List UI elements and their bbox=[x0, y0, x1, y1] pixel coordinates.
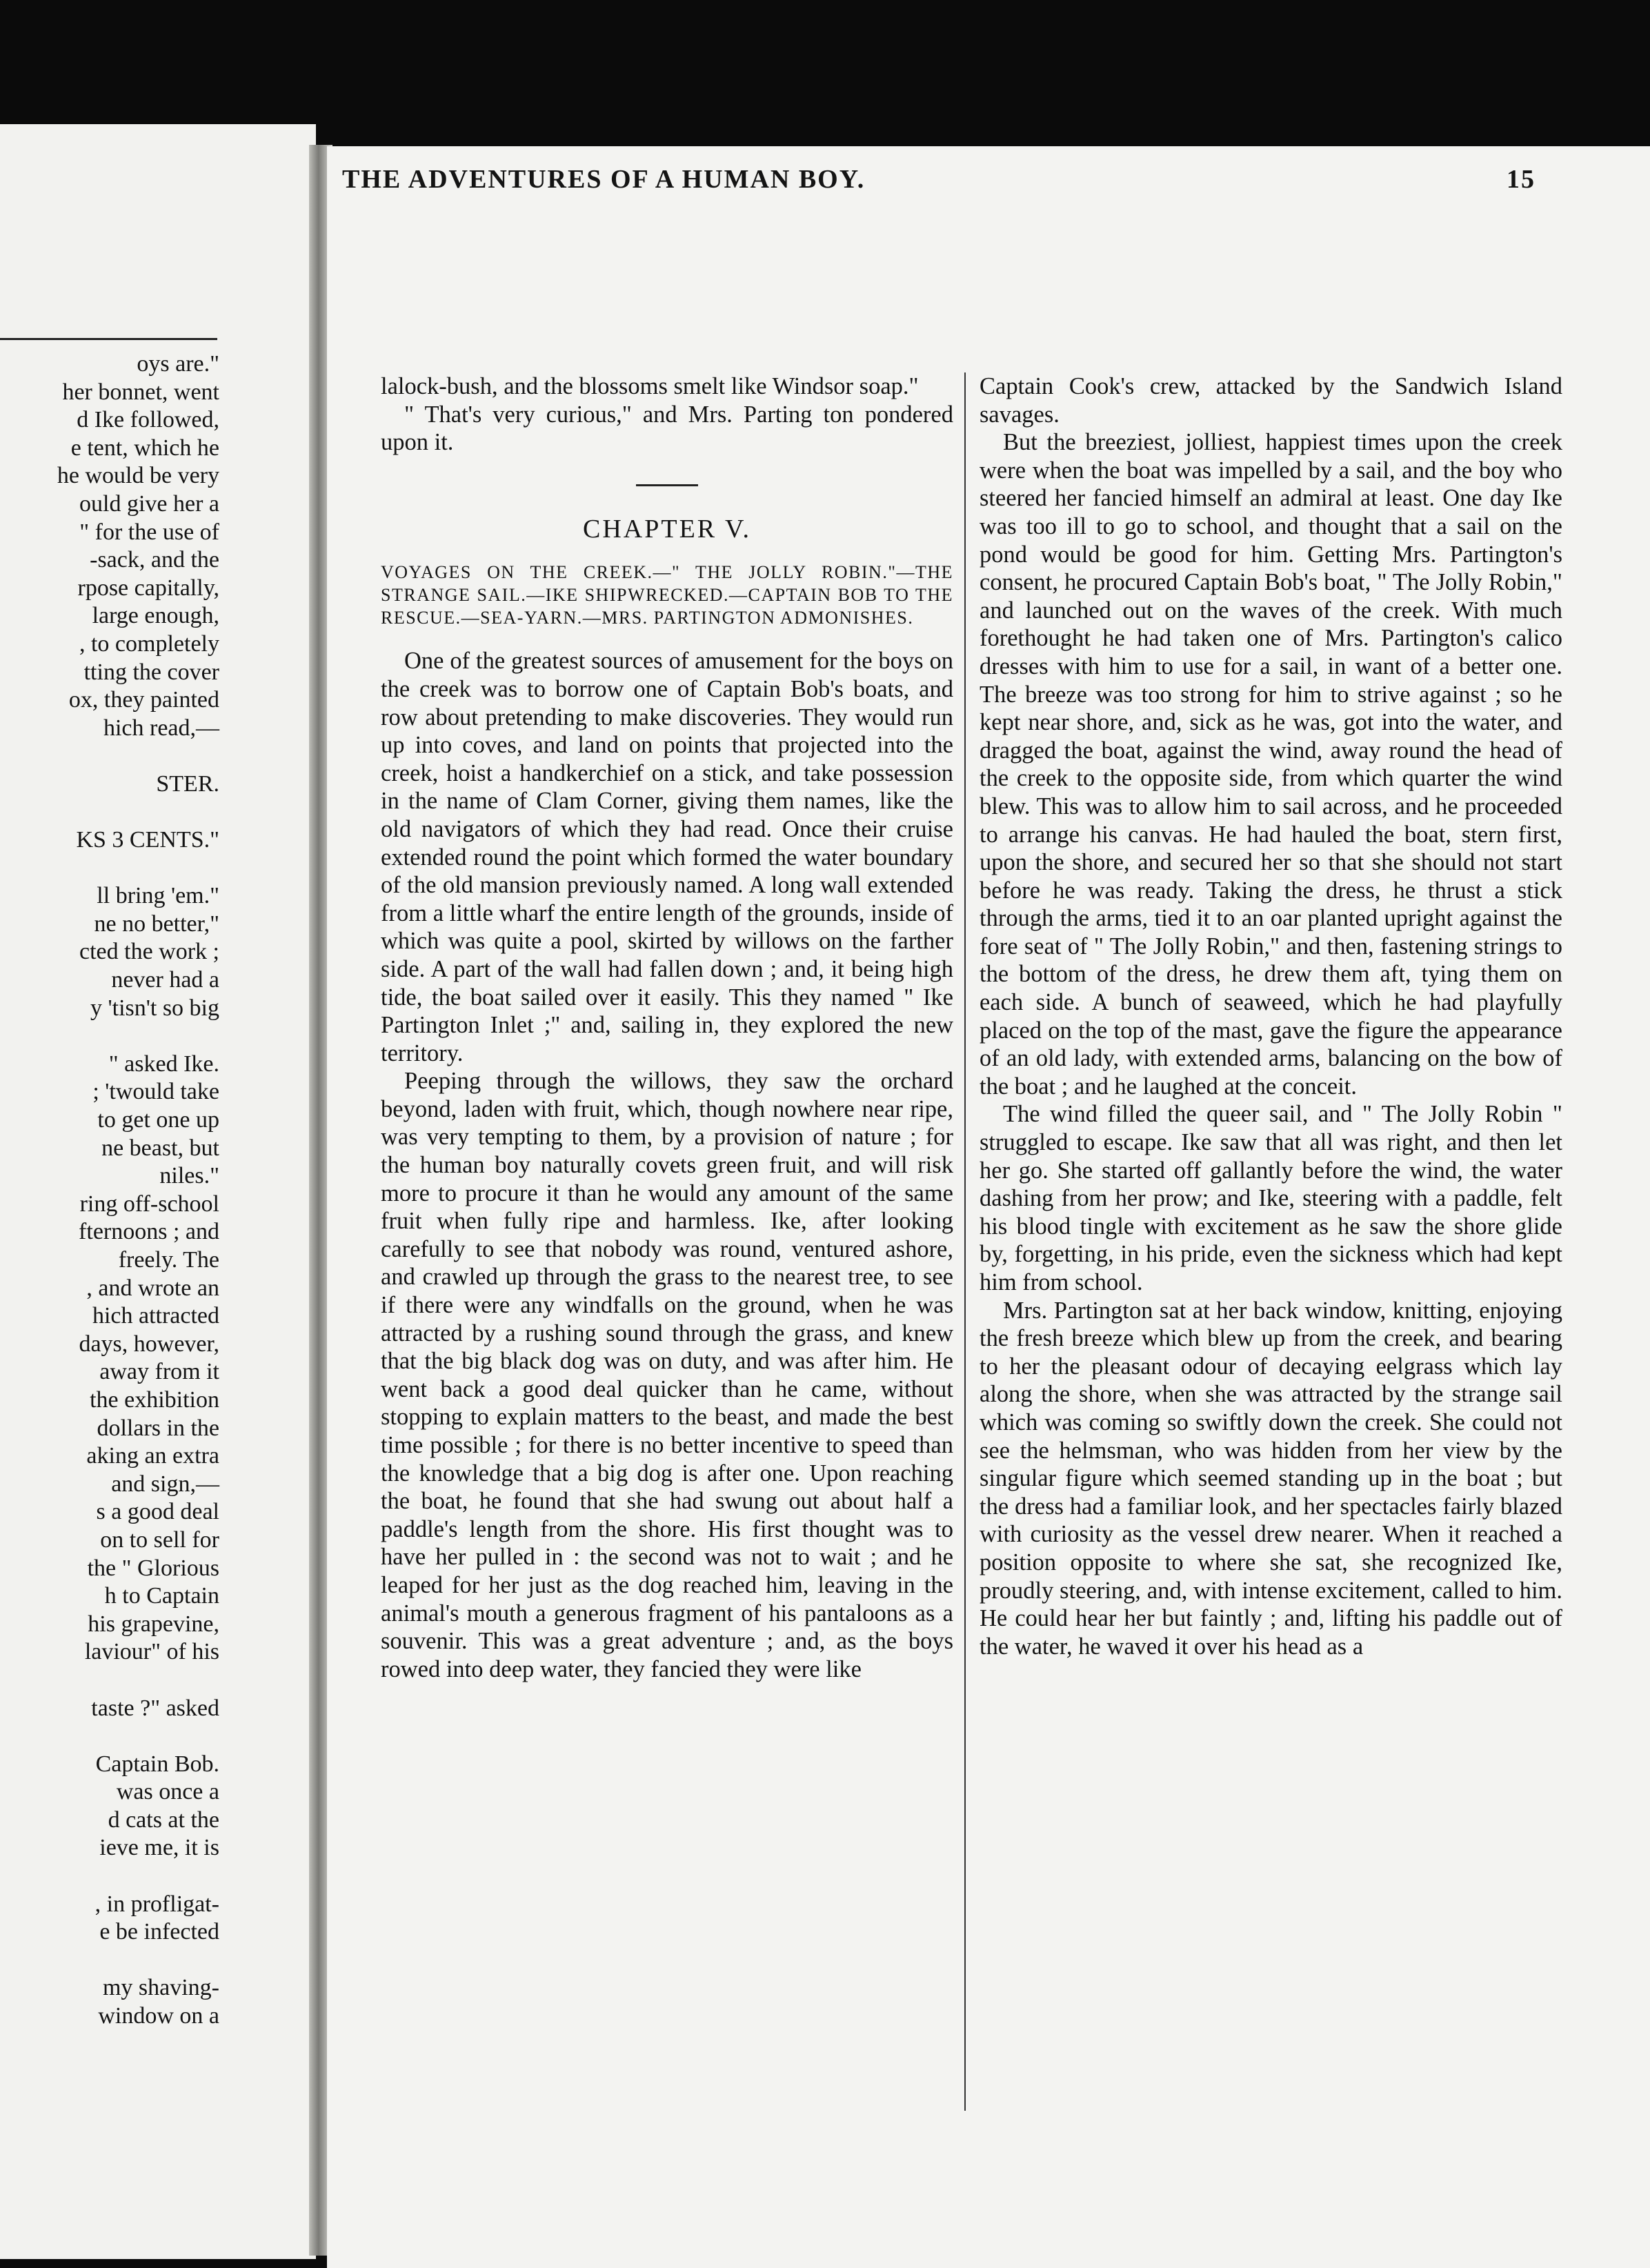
paragraph: But the breeziest, jolliest, happiest times upon the creek were when the boat was impelled by a sail, and the boy who steered her fancied himself an admiral at least. One day Ike was too ill to go to school, and thought that a sail on the pond would be good for him. Getting Mrs. Partington's consent, he procured Captain Bob's boat, " The Jolly Robin," and launched out on the waves of the creek. With much forethought he had taken one of Mrs. Partington's calico dresses with him to use for a sail, in want of a better one. The breeze was too strong for him to strive against ; so he kept near shore, and, sick as he was, got into the water, and dragged the boat, against the wind, away round the head of the creek to the opposite side, from which quarter the wind blew. This was to allow him to sail across, and he proceeded to arrange his canvas. He had hauled the boat, stern first, upon the shore, and secured her so that she should not start before he was ready. Taking the dress, he thrust a stick through the arms, tied it to an oar planted upright against the fore seat of " The Jolly Robin," and then, fastening strings to the bottom of the dress, he drew them aft, tying them on each side. A bunch of seaweed, which he had playfully placed on the top of the mast, gave the figure the appearance of an old lady, with extended arms, balancing on the bow of the boat ; and he laughed at the conceit. bbox=[980, 429, 1562, 1100]
facing-page-line: h to Captain bbox=[104, 1583, 219, 1609]
facing-page-line: my shaving- bbox=[102, 1975, 219, 2001]
facing-page-line: Captain Bob. bbox=[95, 1751, 219, 1777]
facing-page-line: , to completely bbox=[79, 630, 219, 657]
facing-page-line: , in profligat- bbox=[95, 1891, 219, 1917]
facing-page-line: the exhibition bbox=[90, 1386, 219, 1413]
facing-page-line: s a good deal bbox=[96, 1499, 219, 1525]
facing-page-line: freely. The bbox=[118, 1247, 219, 1273]
facing-page-line: on to sell for bbox=[100, 1526, 219, 1553]
facing-page-line: and sign,— bbox=[111, 1471, 219, 1497]
facing-page-line: d Ike followed, bbox=[77, 407, 219, 433]
paragraph: One of the greatest sources of amusement for the boys on the creek was to borrow one of Captain Bob's boats, and row about pretending to make discoveries. They would run up into coves, and land on points that projected into the creek, hoist a handkerchief on a stick, and take possession in the name of Clam Corner, giving them names, like the old navigators of which they had read. Once their cruise extended round the point which formed the water boundary of the old mansion previously named. A long wall extended from a little wharf the entire length of the grounds, inside of which was quite a pool, skirted by willows on the farther side. A part of the wall had fallen down ; and, it being high tide, the boat sailed over it easily. This they named " Ike Partington Inlet ;" and, sailing in, they explored the new territory. bbox=[381, 648, 953, 1066]
facing-page-line: taste ?" asked bbox=[91, 1695, 219, 1721]
facing-page-line: fternoons ; and bbox=[79, 1219, 219, 1245]
paragraph: " That's very curious," and Mrs. Parting ton pondered upon it. bbox=[381, 401, 953, 456]
chapter-rule bbox=[636, 484, 698, 486]
facing-page-line: the " Glorious bbox=[87, 1555, 219, 1581]
paragraph: lalock-bush, and the blossoms smelt like Windsor soap." bbox=[381, 373, 919, 399]
facing-page-line: ne no better," bbox=[94, 911, 219, 937]
paragraph: The wind filled the queer sail, and " The Jolly Robin " struggled to escape. Ike saw that all was right, and then let her go. She started off gallantly before the wind, the water dashing from her prow; and Ike, steering with a paddle, felt his blood tingle with excitement as he saw the shore glide by, forgetting, in his pride, even the sickness which had kept him from school. bbox=[980, 1101, 1562, 1295]
facing-page-line: , and wrote an bbox=[86, 1275, 219, 1301]
facing-page-line: to get one up bbox=[97, 1107, 219, 1133]
facing-page-rule bbox=[0, 338, 217, 340]
paragraph: Captain Cook's crew, attacked by the Sandwich Island savages. bbox=[980, 373, 1562, 428]
facing-page-line: never had a bbox=[111, 967, 219, 993]
facing-page-line: d cats at the bbox=[108, 1807, 219, 1833]
facing-page-line: large enough, bbox=[92, 603, 219, 629]
paragraph: Mrs. Partington sat at her back window, knitting, enjoying the fresh breeze which blew up from the creek, and bearing to her the pleasant odour of decaying eelgrass which lay along the shore, when she was attracted by the strange sail which was coming so swiftly down the creek. She could not see the helmsman, who was hidden from her view by the singular figure which seemed standing up in the boat ; but the dress had a familiar look, and her spectacles fairly blazed with curiosity as the vessel drew nearer. When it reached a position opposite to where she sat, she recognized Ike, proudly steering, and, with intense excitement, called to him. He could hear her but faintly ; and, lifting his paddle out of the water, he waved it over his head as a bbox=[980, 1297, 1562, 1660]
facing-page-line: e tent, which he bbox=[70, 435, 219, 461]
facing-page-line: " for the use of bbox=[79, 519, 219, 545]
facing-page-line: his grapevine, bbox=[88, 1611, 219, 1637]
facing-page-line: aking an extra bbox=[86, 1443, 219, 1469]
facing-page-line bbox=[0, 855, 219, 883]
chapter-synopsis: VOYAGES ON THE CREEK.—" THE JOLLY ROBIN."—THE STRANGE SAIL.—IKE SHIPWRECKED.—CAPTAIN BOB TO THE RESCUE.—SEA-YARN.—MRS. PARTINGTON ADMONISHES. bbox=[381, 562, 953, 628]
facing-page-line: ll bring 'em." bbox=[97, 883, 219, 909]
facing-page-line: cted the work ; bbox=[79, 939, 219, 965]
facing-page-line: hich attracted bbox=[92, 1303, 219, 1329]
facing-page-line: dollars in the bbox=[97, 1415, 219, 1441]
facing-page-line bbox=[0, 1022, 219, 1051]
facing-page-text bbox=[0, 350, 219, 2031]
facing-page-line bbox=[0, 742, 219, 770]
right-column bbox=[980, 372, 1562, 1660]
running-head-title: THE ADVENTURES OF A HUMAN BOY. bbox=[342, 165, 866, 194]
facing-page-line: laviour" of his bbox=[84, 1639, 219, 1665]
facing-page-line: ; 'twould take bbox=[92, 1079, 219, 1105]
chapter-title: CHAPTER V. bbox=[583, 514, 751, 544]
facing-page-line: days, however, bbox=[79, 1331, 219, 1357]
column-divider bbox=[964, 372, 966, 2111]
facing-page-line: STER. bbox=[156, 770, 219, 797]
facing-page-line: -sack, and the bbox=[90, 547, 219, 573]
facing-page-line: ould give her a bbox=[79, 490, 219, 517]
facing-page-line: away from it bbox=[99, 1359, 219, 1385]
facing-page-line: ne beast, but bbox=[101, 1135, 219, 1161]
facing-page-line: niles." bbox=[159, 1163, 219, 1189]
facing-page-line: KS 3 CENTS." bbox=[76, 827, 219, 853]
facing-page-line: her bonnet, went bbox=[62, 379, 219, 405]
facing-page-line: ring off-school bbox=[79, 1191, 219, 1217]
facing-page-line bbox=[0, 1722, 219, 1751]
facing-page-line: rpose capitally, bbox=[77, 575, 219, 601]
facing-page-line: window on a bbox=[98, 2003, 219, 2029]
facing-page-line bbox=[0, 1862, 219, 1891]
facing-page-line: y 'tisn't so big bbox=[90, 995, 219, 1021]
facing-page-line: ieve me, it is bbox=[99, 1835, 219, 1861]
facing-page-line: he would be very bbox=[57, 463, 219, 489]
facing-page-line bbox=[0, 1947, 219, 1975]
facing-page-line: hich read,— bbox=[103, 715, 219, 741]
facing-page-line: tting the cover bbox=[83, 659, 219, 685]
facing-page-line: was once a bbox=[116, 1779, 219, 1805]
facing-page-line: oys are." bbox=[137, 351, 219, 377]
facing-page-line: " asked Ike. bbox=[108, 1051, 219, 1077]
facing-page-line: ox, they painted bbox=[68, 687, 219, 713]
facing-page-fragment bbox=[0, 124, 316, 2259]
page-number: 15 bbox=[1507, 165, 1535, 194]
facing-page-line bbox=[0, 1667, 219, 1695]
left-column bbox=[381, 372, 953, 1683]
facing-page-line: e be infected bbox=[99, 1919, 219, 1945]
facing-page-line bbox=[0, 799, 219, 827]
paragraph: Peeping through the willows, they saw the orchard beyond, laden with fruit, which, though nowhere near ripe, was very tempting to them, by a provision of nature ; for the human boy naturally covets green fruit, and will risk more to procure it than he would any amount of the same fruit when fully ripe and harmless. Ike, after looking carefully to see that nobody was round, ventured ashore, and crawled up through the grass to the nearest tree, to see if there were any windfalls on the ground, when he was attracted by a rushing sound through the grass, and knew that the big black dog was on duty, and was after him. He went back a good deal quicker than he came, without stopping to explain matters to the beast, and made the best time possible ; for there is no better incentive to speed than the knowledge that a big dog is after one. Upon reaching the boat, he found that she had swung out about half a paddle's length from the shore. His first thought was to have her pulled in : the second was not to wait ; and he leaped for her just as the dog reached him, leaving in the animal's mouth a generous fragment of his pantaloons as a souvenir. This was a great adventure ; and, as the boys rowed into deep water, they fancied they were like bbox=[381, 1068, 953, 1682]
